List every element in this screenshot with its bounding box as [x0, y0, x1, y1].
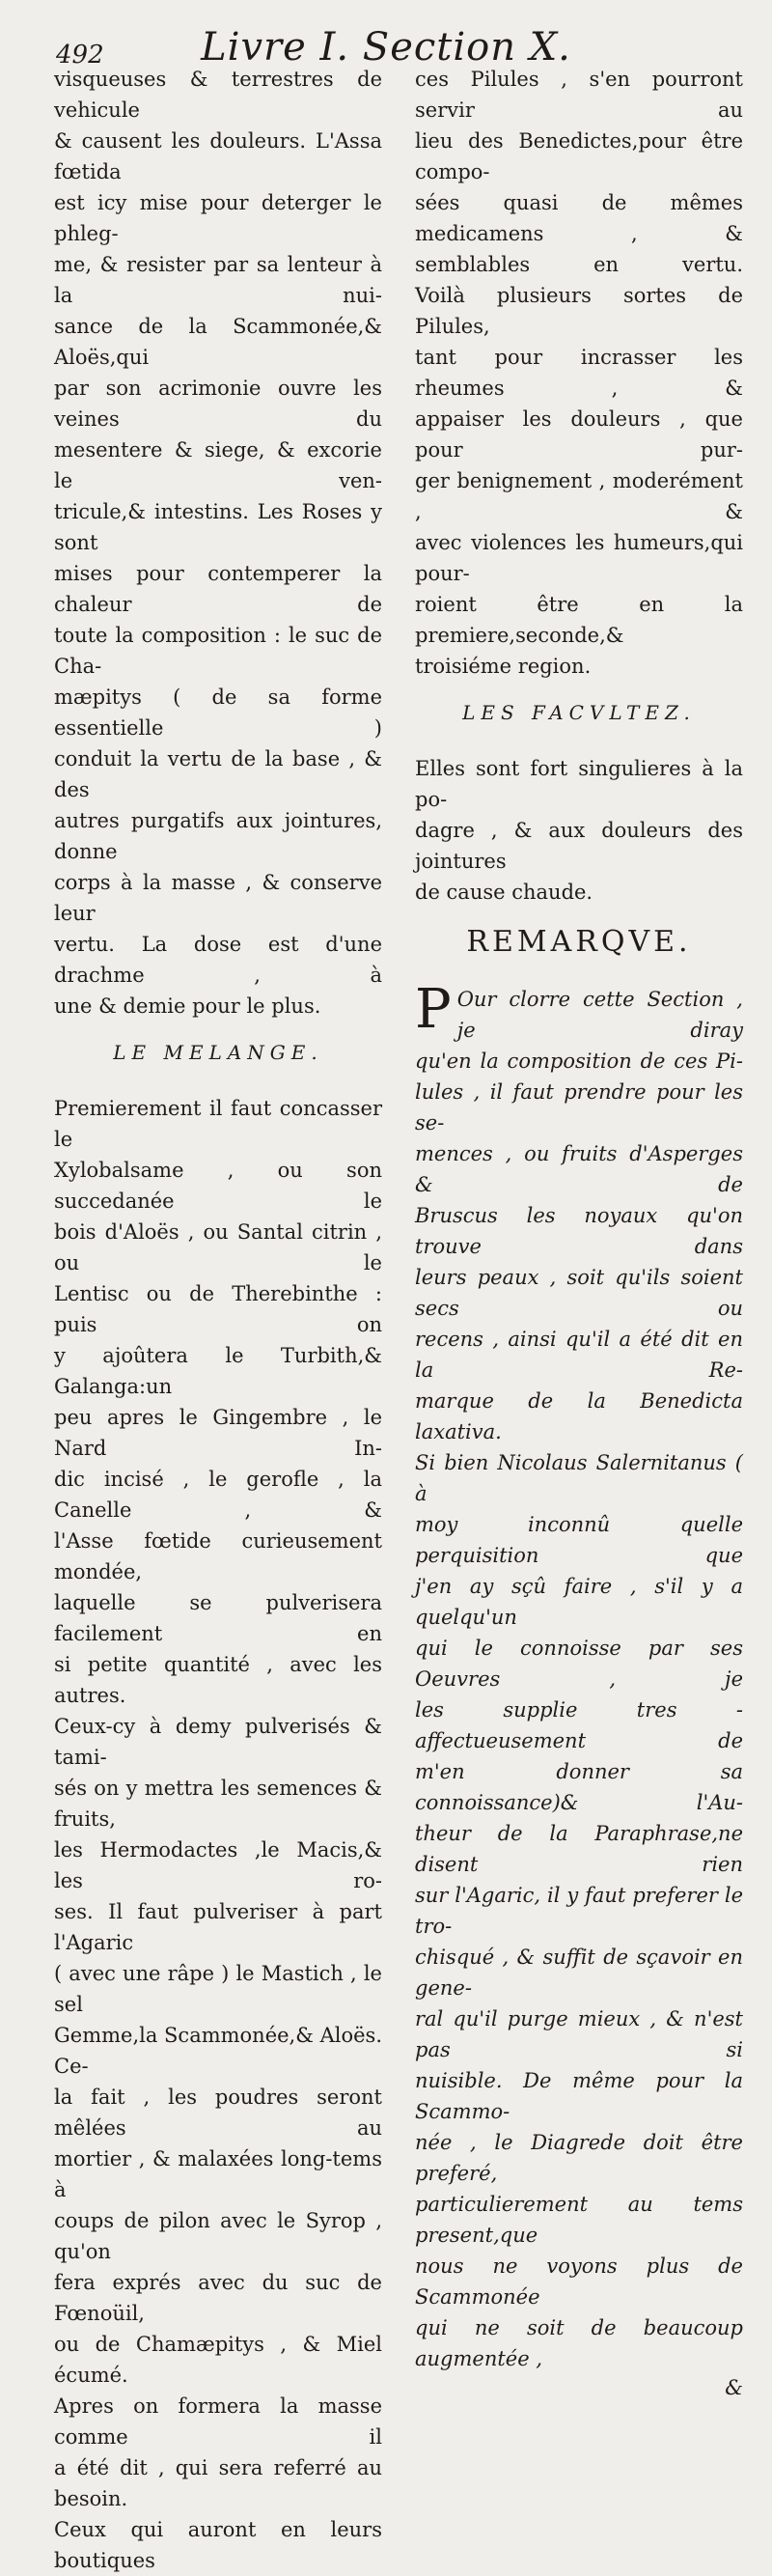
- text-line: theur de la Paraphrase,ne disent rien: [415, 1822, 743, 1876]
- text-line: y ajoûtera le Turbith,& Galanga:un: [54, 1344, 382, 1398]
- text-line: sées quasi de mêmes medicamens , &: [415, 191, 743, 245]
- running-head: Livre I. Section X.: [201, 25, 571, 70]
- text-line: Si bien Nicolaus Salernitanus ( à: [415, 1451, 743, 1505]
- drop-cap: P: [415, 978, 452, 1041]
- text-line: autres purgatifs aux jointures, donne: [54, 809, 382, 863]
- text-line: Lentisc ou de Therebinthe : puis on: [54, 1282, 382, 1336]
- text-line: & causent les douleurs. L'Assa fœtida: [54, 129, 382, 183]
- text-line: l'Asse fœtide curieusement mondée,: [54, 1529, 382, 1583]
- text-line: Elles sont fort singulieres à la po-: [415, 757, 743, 811]
- text-line: sance de la Scammonée,& Aloës,qui: [54, 315, 382, 369]
- text-line: qui ne soit de beaucoup augmentée ,: [415, 2316, 743, 2370]
- text-line: vertu. La dose est d'une drachme , à: [54, 933, 382, 987]
- text-line: leurs peaux , soit qu'ils soient secs ou: [415, 1266, 743, 1320]
- text-line: dagre , & aux douleurs des jointures: [415, 819, 743, 873]
- text-line: la fait , les poudres seront mêlées au: [54, 2086, 382, 2140]
- text-line: avec violences les humeurs,qui pour-: [415, 531, 743, 585]
- text-line: Ceux qui auront en leurs boutiques: [54, 2518, 382, 2572]
- text-line: a été dit , qui sera referré au besoin.: [54, 2456, 382, 2510]
- text-line: née , le Diagrede doit être preferé,: [415, 2131, 743, 2185]
- text-line: mises pour contemperer la chaleur de: [54, 562, 382, 616]
- text-line: Bruscus les noyaux qu'on trouve dans: [415, 1204, 743, 1258]
- text-line: est icy mise pour deterger le phleg-: [54, 191, 382, 245]
- text-line: j'en ay sçû faire , s'il y a quelqu'un: [415, 1575, 743, 1629]
- text-line: visqueuses & terrestres de vehicule: [54, 68, 382, 122]
- text-line: marque de la Benedicta laxativa.: [415, 1389, 743, 1443]
- text-line: sés on y mettra les semences & fruits,: [54, 1777, 382, 1831]
- text-line: moy inconnû quelle perquisition que: [415, 1513, 743, 1567]
- heading-le-melange: LE MELANGE.: [113, 1041, 323, 1064]
- text-line: coups de pilon avec le Syrop , qu'on: [54, 2209, 382, 2263]
- text-line: ( avec une râpe ) le Mastich , le sel: [54, 1962, 382, 2016]
- text-line: tricule,& intestins. Les Roses y sont: [54, 500, 382, 554]
- page-number: 492: [56, 41, 104, 70]
- right-paragraph-2: [415, 753, 743, 908]
- text-line: fera exprés avec du suc de Fœnoüil,: [54, 2271, 382, 2325]
- left-paragraph-1: [54, 64, 382, 1022]
- text-line: les supplie tres - affectueusement de: [415, 1698, 743, 1752]
- text-line: nous ne voyons plus de Scammonée: [415, 2254, 743, 2309]
- text-line: semblables en vertu.: [415, 253, 743, 276]
- remarque-paragraph: [415, 978, 743, 2374]
- text-line: mæpitys ( de sa forme essentielle ): [54, 686, 382, 740]
- text-line: m'en donner sa connoissance)& l'Au-: [415, 1760, 743, 1814]
- text-line: Voilà plusieurs sortes de Pilules,: [415, 284, 743, 338]
- text-line: lieu des Benedictes,pour être compo-: [415, 129, 743, 183]
- text-line: sur l'Agaric, il y faut preferer le tro-: [415, 1884, 743, 1938]
- text-line: Our clorre cette Section , je diray: [456, 988, 743, 1042]
- text-line: qui le connoisse par ses Oeuvres , je: [415, 1637, 743, 1691]
- text-line: nuisible. De même pour la Scammo-: [415, 2069, 743, 2123]
- text-line: Xylobalsame , ou son succedanée le: [54, 1159, 382, 1213]
- text-line: ger benignement , moderément , &: [415, 469, 743, 523]
- heading-les-facultez: LES FACVLTEZ.: [462, 701, 696, 724]
- left-paragraph-2: [54, 1093, 382, 2576]
- text-line: ral qu'il purge mieux , & n'est pas si: [415, 2007, 743, 2061]
- text-line: lules , il faut prendre pour les se-: [415, 1080, 743, 1134]
- text-line: roient être en la premiere,seconde,&: [415, 593, 743, 647]
- text-line: toute la composition : le suc de Cha-: [54, 624, 382, 678]
- text-line: laquelle se pulverisera facilement en: [54, 1591, 382, 1645]
- left-column: [54, 64, 382, 2576]
- text-line: par son acrimonie ouvre les veines du: [54, 377, 382, 431]
- text-line: dic incisé , le gerofle , la Canelle , &: [54, 1468, 382, 1522]
- text-line: de cause chaude.: [415, 881, 593, 904]
- right-paragraph-1: [415, 64, 743, 682]
- text-line: ces Pilules , s'en pourront servir au: [415, 68, 743, 122]
- text-line: si petite quantité , avec les autres.: [54, 1653, 382, 1707]
- right-column: [415, 64, 743, 2399]
- text-line: ses. Il faut pulveriser à part l'Agaric: [54, 1900, 382, 1954]
- catchword: &: [725, 2376, 743, 2399]
- text-line: Apres on formera la masse comme il: [54, 2394, 382, 2449]
- text-line: les Hermodactes ,le Macis,& les ro-: [54, 1838, 382, 1892]
- text-line: Premierement il faut concasser le: [54, 1097, 382, 1151]
- text-line: ou de Chamæpitys , & Miel écumé.: [54, 2333, 382, 2387]
- text-line: tant pour incrasser les rheumes , &: [415, 346, 743, 400]
- text-line: une & demie pour le plus.: [54, 994, 321, 1018]
- text-line: particulierement au tems present,que: [415, 2193, 743, 2247]
- text-line: qu'en la composition de ces Pi-: [415, 1050, 743, 1073]
- text-line: appaiser les douleurs , que pour pur-: [415, 407, 743, 462]
- text-line: corps à la masse , & conserve leur: [54, 871, 382, 925]
- text-line: peu apres le Gingembre , le Nard In-: [54, 1406, 382, 1460]
- text-line: Gemme,la Scammonée,& Aloës. Ce-: [54, 2024, 383, 2078]
- text-line: chisqué , & suffit de sçavoir en gene-: [415, 1946, 743, 2000]
- heading-remarque: REMARQVE.: [466, 925, 692, 959]
- text-line: conduit la vertu de la base , & des: [54, 747, 382, 801]
- text-line: bois d'Aloës , ou Santal citrin , ou le: [54, 1220, 382, 1274]
- text-line: me, & resister par sa lenteur à la nui-: [54, 253, 382, 307]
- text-line: mortier , & malaxées long-tems à: [54, 2147, 382, 2201]
- text-line: mesentere & siege, & excorie le ven-: [54, 438, 382, 492]
- text-line: mences , ou fruits d'Asperges & de: [415, 1142, 743, 1196]
- text-line: recens , ainsi qu'il a été dit en la Re-: [415, 1328, 743, 1382]
- text-line: Ceux-cy à demy pulverisés & tami-: [54, 1715, 382, 1769]
- text-line: troisiéme region.: [415, 655, 592, 678]
